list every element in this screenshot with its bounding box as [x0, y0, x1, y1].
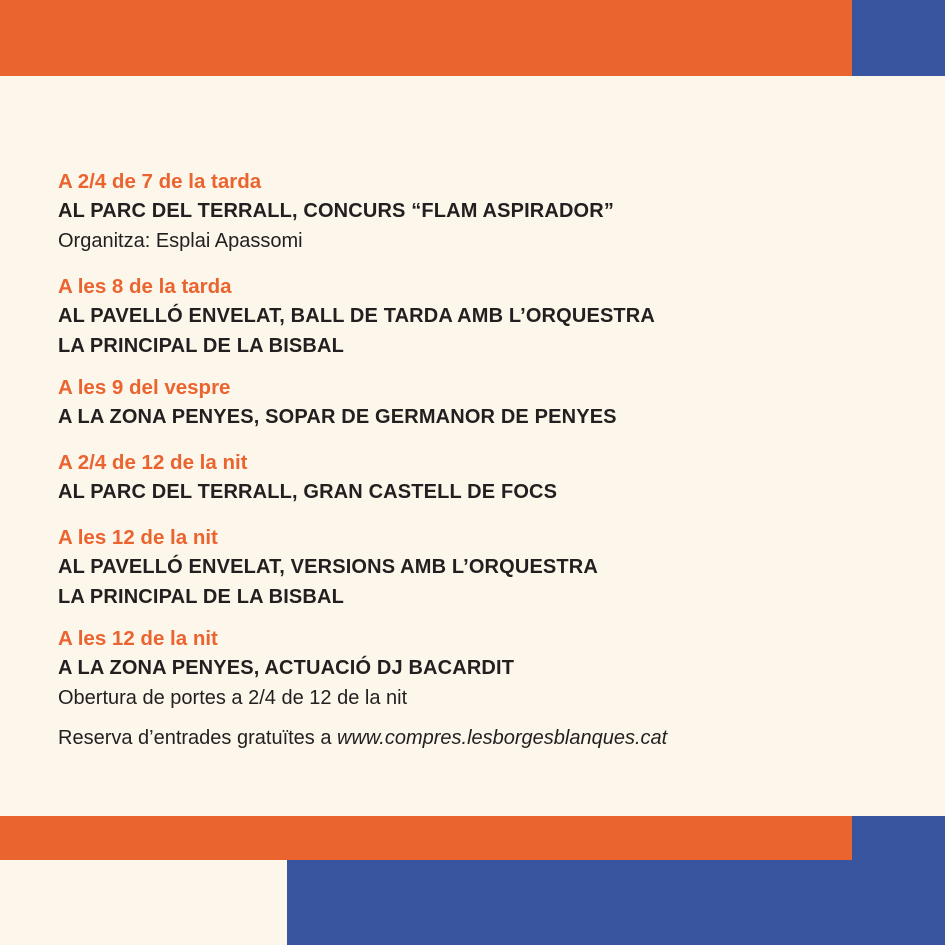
reservation-prefix: Reserva d’entrades gratuïtes a — [58, 727, 338, 749]
event-time: A les 12 de la nit — [58, 526, 218, 549]
event-description: LA PRINCIPAL DE LA BISBAL — [58, 586, 344, 608]
event-description: A LA ZONA PENYES, SOPAR DE GERMANOR DE PENYES — [58, 406, 617, 428]
event-organizer: Organitza: Esplai Apassomi — [58, 230, 303, 252]
event-description: AL PARC DEL TERRALL, CONCURS “FLAM ASPIRADOR” — [58, 200, 615, 222]
event-time: A les 8 de la tarda — [58, 275, 232, 298]
event-description: AL PARC DEL TERRALL, GRAN CASTELL DE FOCS — [58, 481, 558, 503]
event-castell-de-focs — [58, 449, 557, 507]
event-description: LA PRINCIPAL DE LA BISBAL — [58, 335, 344, 357]
event-flam-aspirador — [58, 168, 614, 256]
top-orange-band — [0, 0, 852, 76]
event-ball-de-tarda — [58, 273, 655, 361]
event-description: AL PAVELLÓ ENVELAT, BALL DE TARDA AMB L’ORQUESTRA — [58, 305, 655, 327]
top-blue-band — [852, 0, 945, 76]
event-time: A 2/4 de 12 de la nit — [58, 451, 248, 474]
event-note: Obertura de portes a 2/4 de 12 de la nit — [58, 687, 408, 709]
event-sopar-germanor — [58, 374, 617, 432]
bottom-orange-band — [0, 816, 852, 860]
event-versions — [58, 524, 598, 612]
event-time: A les 9 del vespre — [58, 376, 231, 399]
bottom-blue-corner — [852, 816, 945, 860]
event-time: A 2/4 de 7 de la tarda — [58, 170, 262, 193]
bottom-blue-band — [287, 860, 945, 945]
reservation-url[interactable]: www.compres.lesborgesblanques.cat — [337, 727, 668, 749]
reservation-line — [58, 723, 667, 753]
event-dj-bacardit — [58, 625, 514, 713]
event-description: AL PAVELLÓ ENVELAT, VERSIONS AMB L’ORQUESTRA — [58, 556, 598, 578]
event-time: A les 12 de la nit — [58, 627, 218, 650]
event-description: A LA ZONA PENYES, ACTUACIÓ DJ BACARDIT — [58, 657, 515, 679]
